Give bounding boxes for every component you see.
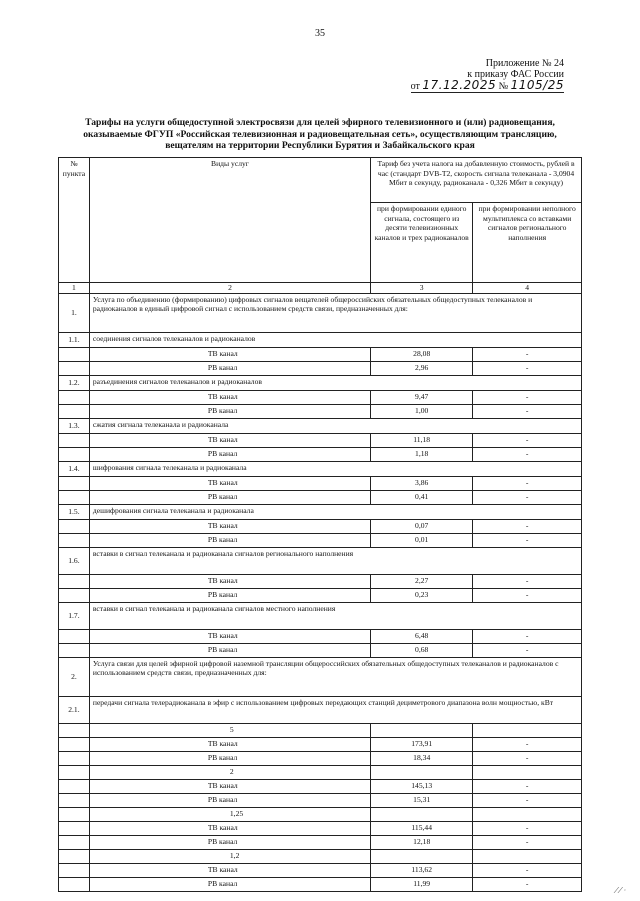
tariff-partial-mux: - bbox=[473, 347, 582, 361]
power-value: 2 bbox=[89, 765, 370, 779]
empty-cell bbox=[59, 793, 90, 807]
item-text: вставки в сигнал телеканала и радиоканала сигналов регионального наполнения bbox=[89, 547, 581, 574]
tariff-single-signal: 9,47 bbox=[371, 390, 473, 404]
channel-label: РВ канал bbox=[89, 643, 370, 657]
value-row bbox=[59, 863, 582, 877]
item-text: дешифрования сигнала телеканала и радиоканала bbox=[89, 504, 581, 519]
value-row bbox=[59, 404, 582, 418]
power-row bbox=[59, 723, 582, 737]
value-row bbox=[59, 347, 582, 361]
power-row bbox=[59, 765, 582, 779]
tariff-single-signal: 18,34 bbox=[371, 751, 473, 765]
value-row bbox=[59, 574, 582, 588]
tariff-partial-mux: - bbox=[473, 476, 582, 490]
channel-label: ТВ канал bbox=[89, 347, 370, 361]
empty-cell bbox=[59, 821, 90, 835]
tariff-partial-mux: - bbox=[473, 519, 582, 533]
section-number: 2. bbox=[59, 657, 90, 696]
channel-label: РВ канал bbox=[89, 490, 370, 504]
channel-label: ТВ канал bbox=[89, 863, 370, 877]
value-row bbox=[59, 821, 582, 835]
channel-label: ТВ канал bbox=[89, 821, 370, 835]
empty-cell bbox=[59, 574, 90, 588]
channel-label: РВ канал bbox=[89, 404, 370, 418]
empty-cell bbox=[473, 765, 582, 779]
empty-cell bbox=[59, 347, 90, 361]
tariff-partial-mux: - bbox=[473, 751, 582, 765]
section-row bbox=[59, 293, 582, 332]
value-row bbox=[59, 476, 582, 490]
empty-cell bbox=[59, 835, 90, 849]
channel-label: РВ канал bbox=[89, 588, 370, 602]
tariff-single-signal: 145,13 bbox=[371, 779, 473, 793]
value-row bbox=[59, 588, 582, 602]
tariff-single-signal: 1,18 bbox=[371, 447, 473, 461]
channel-label: ТВ канал bbox=[89, 574, 370, 588]
header-services: Виды услуг bbox=[89, 158, 370, 283]
item-row bbox=[59, 418, 582, 433]
item-number: 1.5. bbox=[59, 504, 90, 519]
channel-label: ТВ канал bbox=[89, 737, 370, 751]
tariff-single-signal: 11,18 bbox=[371, 433, 473, 447]
header-numbers-row bbox=[59, 283, 582, 294]
document-title: Тарифы на услуги общедоступной электросвязи для целей эфирного телевизионного и (или) радиовещания, оказываемые ФГУП «Российская телевизионная и радиовещательная сеть», осуществляющим трансляцию, вещателям на территории Республики Бурятия и Забайкальского края bbox=[83, 117, 557, 151]
tariff-single-signal: 15,31 bbox=[371, 793, 473, 807]
tariff-partial-mux: - bbox=[473, 821, 582, 835]
tariff-partial-mux: - bbox=[473, 404, 582, 418]
value-row bbox=[59, 361, 582, 375]
empty-cell bbox=[59, 519, 90, 533]
appendix-title: Приложение № 24 bbox=[485, 58, 564, 69]
item-text: сжатия сигнала телеканала и радиоканала bbox=[89, 418, 581, 433]
item-text: шифрования сигнала телеканала и радиоканала bbox=[89, 461, 581, 476]
value-row bbox=[59, 629, 582, 643]
tariff-table bbox=[58, 157, 582, 892]
channel-label: РВ канал bbox=[89, 533, 370, 547]
channel-label: РВ канал bbox=[89, 361, 370, 375]
empty-cell bbox=[371, 807, 473, 821]
tariff-single-signal: 115,44 bbox=[371, 821, 473, 835]
value-row bbox=[59, 490, 582, 504]
tariff-single-signal: 1,00 bbox=[371, 404, 473, 418]
empty-cell bbox=[59, 433, 90, 447]
channel-label: ТВ канал bbox=[89, 629, 370, 643]
tariff-single-signal: 28,08 bbox=[371, 347, 473, 361]
power-row bbox=[59, 807, 582, 821]
number-prefix: № bbox=[498, 81, 509, 92]
tariff-single-signal: 0,07 bbox=[371, 519, 473, 533]
empty-cell bbox=[59, 737, 90, 751]
tariff-partial-mux: - bbox=[473, 737, 582, 751]
value-row bbox=[59, 519, 582, 533]
value-row bbox=[59, 643, 582, 657]
tariff-partial-mux: - bbox=[473, 574, 582, 588]
handwritten-date: 17.12.2025 bbox=[422, 78, 497, 92]
tariff-single-signal: 0,68 bbox=[371, 643, 473, 657]
tariff-partial-mux: - bbox=[473, 490, 582, 504]
empty-cell bbox=[59, 863, 90, 877]
empty-cell bbox=[59, 779, 90, 793]
channel-label: РВ канал bbox=[89, 793, 370, 807]
tariff-partial-mux: - bbox=[473, 390, 582, 404]
item-text: передачи сигнала телерадиоканала в эфир с использованием цифровых передающих станций дециметрового диапазона волн мощностью, кВт bbox=[89, 696, 581, 723]
section-text: Услуга связи для целей эфирной цифровой наземной трансляции общероссийских обязательных общедоступных телеканалов и радиоканалов с использованием средств связи, предназначенных для: bbox=[89, 657, 581, 696]
empty-cell bbox=[371, 765, 473, 779]
item-text: разъединения сигналов телеканалов и радиоканалов bbox=[89, 375, 581, 390]
empty-cell bbox=[59, 533, 90, 547]
item-number: 1.4. bbox=[59, 461, 90, 476]
empty-cell bbox=[59, 765, 90, 779]
empty-cell bbox=[473, 849, 582, 863]
empty-cell bbox=[59, 390, 90, 404]
item-number: 1.6. bbox=[59, 547, 90, 574]
value-row bbox=[59, 447, 582, 461]
item-text: соединения сигналов телеканалов и радиоканалов bbox=[89, 332, 581, 347]
header-n1: 1 bbox=[59, 283, 90, 294]
item-row bbox=[59, 332, 582, 347]
tariff-single-signal: 0,23 bbox=[371, 588, 473, 602]
tariff-partial-mux: - bbox=[473, 779, 582, 793]
item-row bbox=[59, 696, 582, 723]
empty-cell bbox=[59, 404, 90, 418]
value-row bbox=[59, 533, 582, 547]
tariff-single-signal: 11,99 bbox=[371, 877, 473, 891]
tariff-partial-mux: - bbox=[473, 793, 582, 807]
item-row bbox=[59, 461, 582, 476]
tariff-partial-mux: - bbox=[473, 533, 582, 547]
margin-scribble: ⁄ ⁄ · bbox=[615, 886, 626, 895]
channel-label: ТВ канал bbox=[89, 779, 370, 793]
handwritten-number: 1105/25 bbox=[510, 78, 564, 92]
empty-cell bbox=[473, 807, 582, 821]
header-col3: при формировании единого сигнала, состоящего из десяти телевизионных каналов и трех радиоканалов bbox=[371, 203, 473, 283]
empty-cell bbox=[371, 849, 473, 863]
appendix-block bbox=[411, 58, 564, 93]
header-n2: 2 bbox=[89, 283, 370, 294]
item-number: 1.3. bbox=[59, 418, 90, 433]
empty-cell bbox=[59, 629, 90, 643]
date-prefix: от bbox=[410, 81, 420, 92]
value-row bbox=[59, 390, 582, 404]
empty-cell bbox=[59, 447, 90, 461]
tariff-single-signal: 2,27 bbox=[371, 574, 473, 588]
item-number: 2.1. bbox=[59, 696, 90, 723]
channel-label: РВ канал bbox=[89, 835, 370, 849]
header-num: № пункта bbox=[59, 158, 90, 283]
section-row bbox=[59, 657, 582, 696]
value-row bbox=[59, 737, 582, 751]
tariff-single-signal: 2,96 bbox=[371, 361, 473, 375]
channel-label: ТВ канал bbox=[89, 519, 370, 533]
tariff-single-signal: 6,48 bbox=[371, 629, 473, 643]
channel-label: ТВ канал bbox=[89, 476, 370, 490]
empty-cell bbox=[59, 807, 90, 821]
channel-label: РВ канал bbox=[89, 751, 370, 765]
channel-label: РВ канал bbox=[89, 447, 370, 461]
tariff-single-signal: 173,91 bbox=[371, 737, 473, 751]
power-value: 1,25 bbox=[89, 807, 370, 821]
value-row bbox=[59, 877, 582, 891]
tariff-partial-mux: - bbox=[473, 433, 582, 447]
tariff-partial-mux: - bbox=[473, 588, 582, 602]
empty-cell bbox=[59, 490, 90, 504]
tariff-single-signal: 113,62 bbox=[371, 863, 473, 877]
empty-cell bbox=[59, 588, 90, 602]
header-tariff: Тариф без учета налога на добавленную стоимость, рублей в час (стандарт DVB-T2, скорость сигнала телеканала - 3,0904 Мбит в секунду, радиоканала - 0,326 Мбит в секунду) bbox=[371, 158, 582, 203]
tariff-partial-mux: - bbox=[473, 447, 582, 461]
value-row bbox=[59, 835, 582, 849]
item-row bbox=[59, 547, 582, 574]
empty-cell bbox=[59, 643, 90, 657]
tariff-partial-mux: - bbox=[473, 835, 582, 849]
appendix-date-line bbox=[411, 80, 564, 93]
value-row bbox=[59, 433, 582, 447]
item-text: вставки в сигнал телеканала и радиоканала сигналов местного наполнения bbox=[89, 602, 581, 629]
section-text: Услуга по объединению (формированию) цифровых сигналов вещателей общероссийских обязательных общедоступных телеканалов и радиоканалов в единый цифровой сигнал с использованием средств связи, предназначенных для: bbox=[89, 293, 581, 332]
header-row bbox=[59, 158, 582, 203]
empty-cell bbox=[59, 476, 90, 490]
item-row bbox=[59, 602, 582, 629]
page-number: 35 bbox=[315, 28, 325, 39]
value-row bbox=[59, 793, 582, 807]
tariff-partial-mux: - bbox=[473, 863, 582, 877]
empty-cell bbox=[59, 723, 90, 737]
power-value: 1,2 bbox=[89, 849, 370, 863]
power-row bbox=[59, 849, 582, 863]
item-row bbox=[59, 375, 582, 390]
header-n4: 4 bbox=[473, 283, 582, 294]
tariff-partial-mux: - bbox=[473, 643, 582, 657]
value-row bbox=[59, 779, 582, 793]
channel-label: ТВ канал bbox=[89, 390, 370, 404]
section-number: 1. bbox=[59, 293, 90, 332]
value-row bbox=[59, 751, 582, 765]
empty-cell bbox=[59, 877, 90, 891]
item-number: 1.1. bbox=[59, 332, 90, 347]
tariff-single-signal: 12,18 bbox=[371, 835, 473, 849]
tariff-partial-mux: - bbox=[473, 629, 582, 643]
empty-cell bbox=[59, 361, 90, 375]
tariff-single-signal: 3,86 bbox=[371, 476, 473, 490]
tariff-single-signal: 0,01 bbox=[371, 533, 473, 547]
appendix-order: к приказу ФАС России bbox=[467, 69, 564, 80]
empty-cell bbox=[371, 723, 473, 737]
tariff-partial-mux: - bbox=[473, 877, 582, 891]
power-value: 5 bbox=[89, 723, 370, 737]
channel-label: ТВ канал bbox=[89, 433, 370, 447]
empty-cell bbox=[59, 751, 90, 765]
item-number: 1.2. bbox=[59, 375, 90, 390]
header-n3: 3 bbox=[371, 283, 473, 294]
channel-label: РВ канал bbox=[89, 877, 370, 891]
tariff-partial-mux: - bbox=[473, 361, 582, 375]
tariff-single-signal: 0,41 bbox=[371, 490, 473, 504]
item-row bbox=[59, 504, 582, 519]
empty-cell bbox=[473, 723, 582, 737]
item-number: 1.7. bbox=[59, 602, 90, 629]
header-col4: при формировании неполного мультиплекса со вставками сигналов регионального наполнения bbox=[473, 203, 582, 283]
empty-cell bbox=[59, 849, 90, 863]
